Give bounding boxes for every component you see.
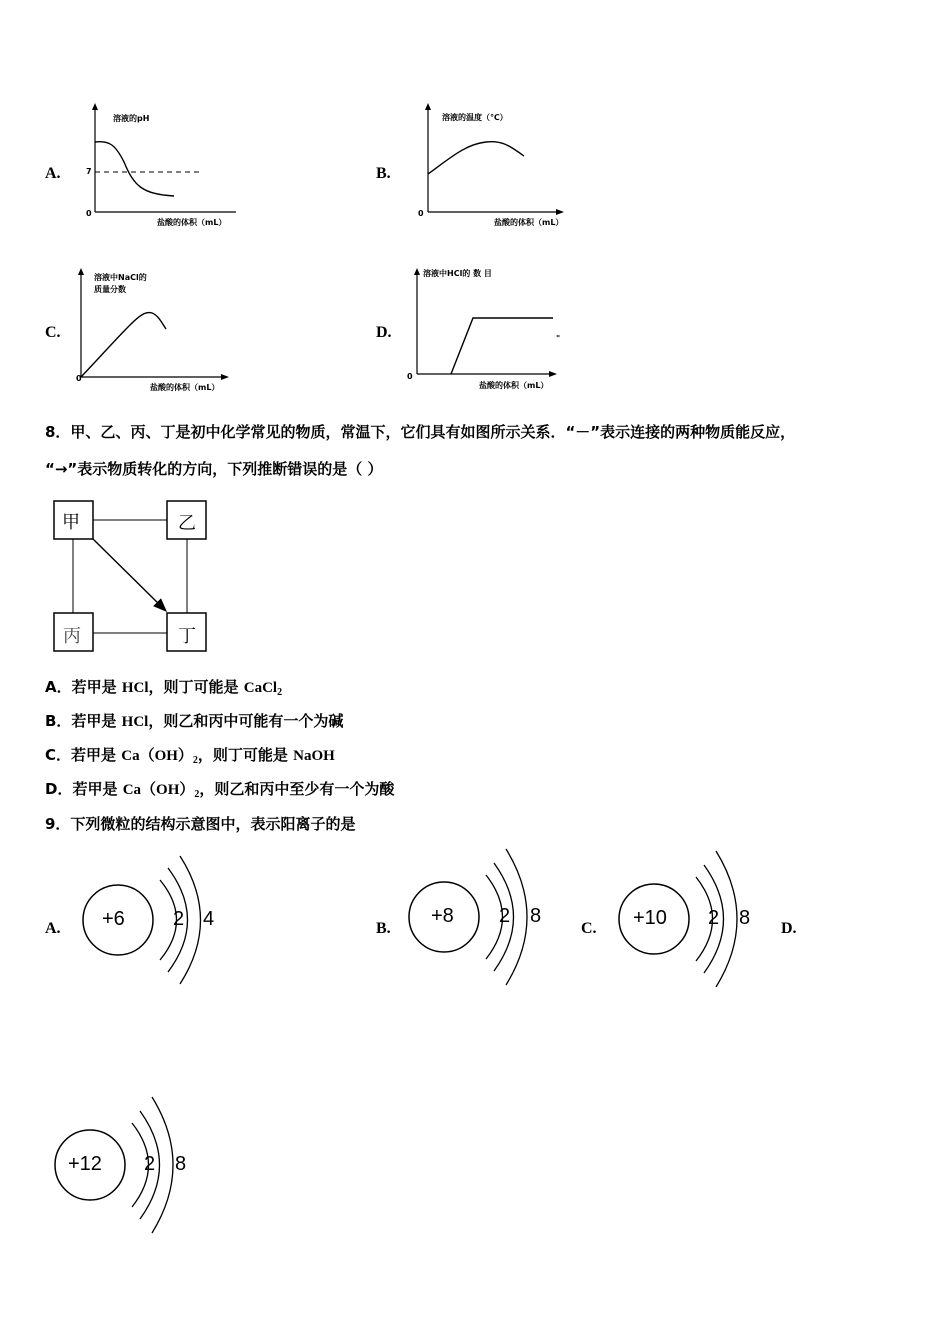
graph-b-label: B. — [376, 165, 391, 182]
graph-c-xlabel: 盐酸的体积（mL） — [150, 383, 220, 392]
graph-d-ylabel: 溶液中HCl的 数 目 — [423, 269, 492, 278]
q9-title: 9．下列微粒的结构示意图中，表示阳离子的是 — [45, 815, 356, 833]
q8-line1: 8．甲、乙、丙、丁是初中化学常见的物质，常温下，它们具有如图所示关系．“－”表示连接的两种物质能反应， — [45, 423, 796, 441]
graph-b-ylabel: 溶液的温度（℃） — [442, 113, 508, 122]
box-yi-label: 乙 — [178, 513, 196, 534]
q8-line2: “→”表示物质转化的方向，下列推断错误的是（ ） — [45, 460, 383, 478]
graph-d-x-arrow — [549, 371, 557, 377]
graph-b-xlabel: 盐酸的体积（mL） — [494, 218, 564, 227]
atom-b-shell1: 2 — [499, 905, 511, 927]
box-bing-label: 丙 — [63, 626, 81, 647]
q8-option-c: C．若甲是 $Ca(OH)_2$，则丁可能是 NaOH — [45, 746, 335, 766]
graph-d-xlabel: 盐酸的体积（mL） — [479, 381, 549, 390]
box-jia-label: 甲 — [62, 512, 80, 533]
graph-c-y-arrow — [78, 268, 84, 275]
atom-c-shell1: 2 — [708, 907, 720, 929]
graph-d-mark: " — [556, 334, 561, 343]
atom-b-shell2: 8 — [530, 905, 542, 927]
graph-a-curve — [95, 142, 174, 196]
q8-option-d: D．若甲是 $Ca(OH)_2$，则乙和丙中至少有一个为酸 — [45, 780, 395, 800]
atom-c-shell2-arc — [716, 851, 737, 987]
atom-d-label: D. — [781, 920, 797, 937]
q8-option-a: A．若甲是 HCl，则丁可能是 CaCl$_2$ — [45, 678, 283, 698]
graph-b-x-arrow — [556, 209, 564, 215]
atom-d-nucleus: +12 — [68, 1153, 102, 1175]
graph-d-curve — [451, 318, 553, 374]
graph-c-origin: 0 — [76, 374, 82, 383]
atom-a-nucleus: +6 — [102, 908, 125, 930]
graph-d — [405, 265, 575, 395]
atom-b-nucleus: +8 — [431, 905, 454, 927]
graph-b-origin: 0 — [418, 209, 424, 218]
atom-d-shell2-arc — [152, 1097, 173, 1233]
atom-a-diagram — [75, 850, 220, 990]
graph-a-label: A. — [45, 165, 61, 182]
graph-a-ylabel: 溶液的pH — [113, 114, 150, 123]
atom-c-label: C. — [581, 920, 597, 937]
atom-a-shell1: 2 — [173, 908, 185, 930]
atom-c-nucleus: +10 — [633, 907, 667, 929]
graph-a-xlabel: 盐酸的体积（mL） — [157, 218, 227, 227]
graph-c-curve — [81, 313, 166, 378]
atom-d-shell1: 2 — [144, 1153, 156, 1175]
graph-c-x-arrow — [221, 374, 229, 380]
atom-a-label: A. — [45, 920, 61, 937]
arrow-jia-to-ding — [92, 538, 166, 611]
atom-d-shell2: 8 — [175, 1153, 187, 1175]
graph-a-origin: 0 — [86, 209, 92, 218]
graph-b-y-arrow — [425, 103, 431, 110]
graph-a — [78, 100, 248, 230]
graph-c-label: C. — [45, 324, 61, 341]
graph-c-ylabel-2: 质量分数 — [94, 285, 126, 294]
atom-c-shell2: 8 — [739, 907, 751, 929]
graph-d-label: D. — [376, 324, 392, 341]
graph-a-y-arrow — [92, 103, 98, 110]
box-ding-label: 丁 — [178, 626, 196, 647]
graph-b-curve — [428, 142, 524, 174]
graph-a-tick-7: 7 — [86, 167, 92, 176]
q8-option-b: B．若甲是 HCl，则乙和丙中可能有一个为碱 — [45, 712, 344, 730]
graph-c-ylabel-1: 溶液中NaCl的 — [94, 273, 147, 282]
graph-d-y-arrow — [414, 268, 420, 275]
atom-a-shell2: 4 — [203, 908, 215, 930]
graph-d-origin: 0 — [407, 372, 413, 381]
atom-b-diagram — [402, 845, 547, 990]
atom-b-label: B. — [376, 920, 391, 937]
